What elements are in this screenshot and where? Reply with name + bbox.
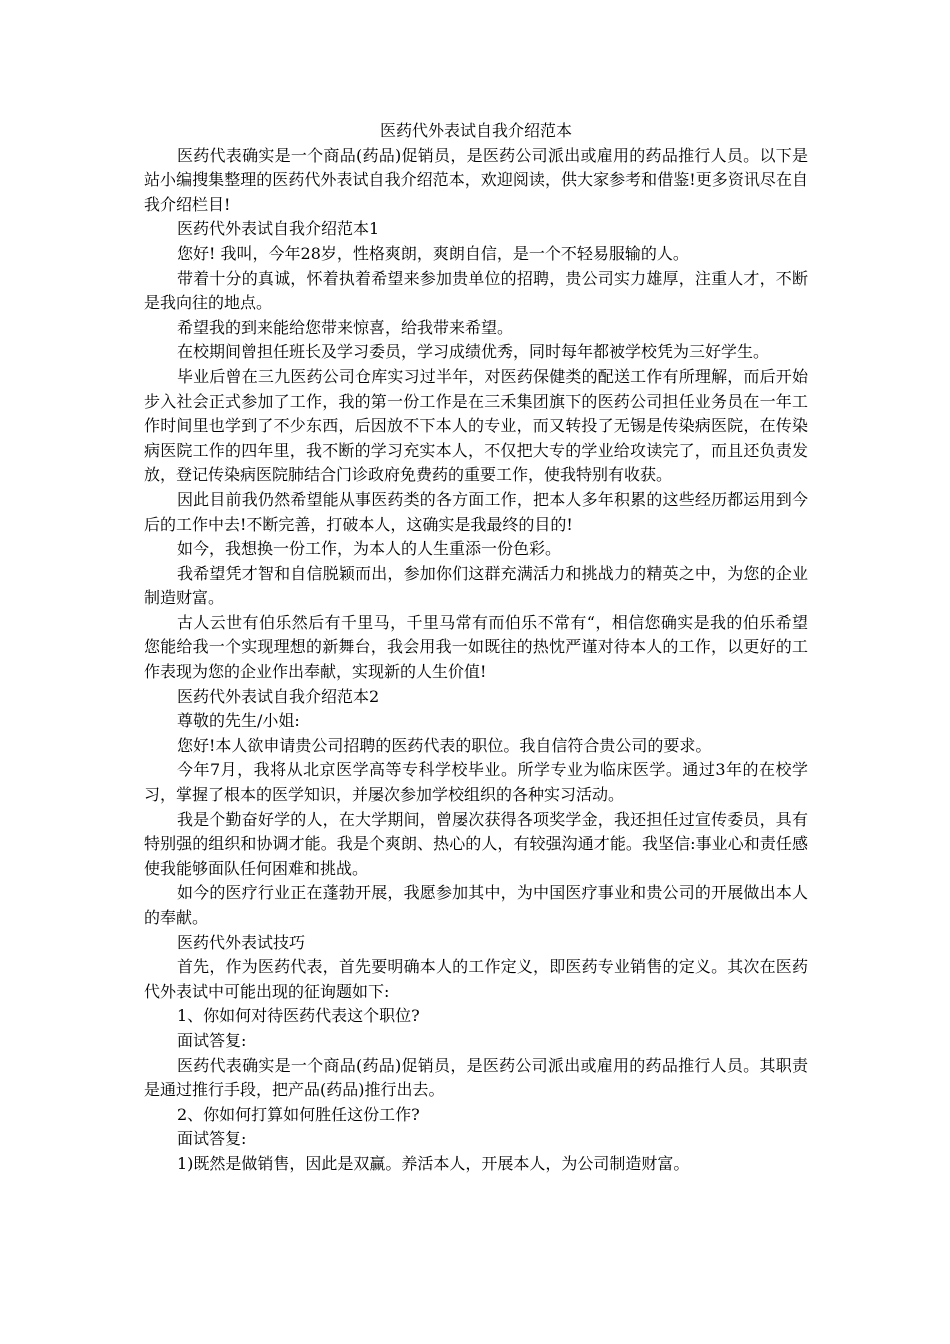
answer-label: 面试答复: (177, 1030, 247, 1050)
paragraph: 在校期间曾担任班长及学习委员，学习成绩优秀，同时每年都被学校凭为三好学生。 (177, 342, 770, 362)
paragraph: 我希望凭才智和自信脱颖而出，参加你们这群充满活力和挑战力的精英之中，为您的企业制造财富。 (144, 563, 808, 608)
salutation: 尊敬的先生/小姐: (177, 711, 300, 731)
document-page (144, 119, 808, 1177)
section-heading-sample-1: 医药代外表试自我介绍范本1 (177, 219, 380, 239)
paragraph: 今年7月，我将从北京医学高等专科学校毕业。所学专业为临床医学。通过3年的在校学习，掌握了根本的医学知识，并屡次参加学校组织的各种实习活动。 (144, 760, 808, 805)
paragraph: 毕业后曾在三九医药公司仓库实习过半年，对医药保健类的配送工作有所理解，而后开始步入社会正式参加了工作，我的第一份工作是在三禾集团旗下的医药公司担任业务员在一年工作时间里也学到了不少东西，后因放不下本人的专业，而又转投了无锡是传染病医院，在传染病医院工作的四年里，我不断的学习充实本人，不仅把大专的学业给攻读完了，而且还负责发放，登记传染病医院肺结合门诊政府免费药的重要工作，使我特别有收获。 (144, 366, 808, 485)
question: 1、你如何对待医药代表这个职位? (177, 1006, 420, 1026)
paragraph: 带着十分的真诚，怀着执着希望来参加贵单位的招聘，贵公司实力雄厚，注重人才，不断是我向往的地点。 (144, 268, 808, 313)
paragraph: 因此目前我仍然希望能从事医药类的各方面工作，把本人多年积累的这些经历都运用到今后的工作中去!不断完善，打破本人，这确实是我最终的目的! (144, 489, 808, 534)
section-heading-tips: 医药代外表试技巧 (177, 932, 306, 952)
paragraph: 首先，作为医药代表，首先要明确本人的工作定义，即医药专业销售的定义。其次在医药代外表试中可能出现的征询题如下: (144, 957, 808, 1001)
paragraph: 如今的医疗行业正在蓬勃开展，我愿参加其中，为中国医疗事业和贵公司的开展做出本人的奉献。 (144, 883, 808, 927)
answer: 医药代表确实是一个商品(药品)促销员，是医药公司派出或雇用的药品推行人员。其职责是通过推行手段，把产品(药品)推行出去。 (144, 1055, 808, 1100)
paragraph: 我是个勤奋好学的人，在大学期间，曾屡次获得各项奖学金，我还担任过宣传委员，具有特别强的组织和协调才能。我是个爽朗、热心的人，有较强沟通才能。我坚信:事业心和责任感使我能够面队任何困难和挑战。 (144, 809, 808, 878)
answer-label: 面试答复: (177, 1129, 247, 1149)
document-title: 医药代外表试自我介绍范本 (379, 121, 572, 140)
intro-paragraph: 医药代表确实是一个商品(药品)促销员，是医药公司派出或雇用的药品推行人员。以下是站小编搜集整理的医药代外表试自我介绍范本，欢迎阅读，供大家参考和借鉴!更多资讯尽在自我介绍栏目! (144, 145, 808, 214)
answer: 1)既然是做销售，因此是双赢。养活本人，开展本人，为公司制造财富。 (177, 1153, 690, 1173)
paragraph: 古人云世有伯乐然后有千里马，千里马常有而伯乐不常有“，相信您确实是我的伯乐希望您能给我一个实现理想的新舞台，我会用我一如既往的热忱严谨对待本人的工作，以更好的工作表现为您的企业作出奉献，实现新的人生价值! (144, 612, 808, 682)
paragraph: 希望我的到来能给您带来惊喜，给我带来希望。 (177, 317, 514, 337)
paragraph: 如今，我想换一份工作，为本人的人生重添一份色彩。 (177, 539, 562, 559)
section-heading-sample-2: 医药代外表试自我介绍范本2 (177, 686, 380, 706)
paragraph: 您好!本人欲申请贵公司招聘的医药代表的职位。我自信符合贵公司的要求。 (177, 735, 712, 755)
question: 2、你如何打算如何胜任这份工作? (177, 1104, 420, 1124)
paragraph: 您好! 我叫，今年28岁，性格爽朗，爽朗自信，是一个不轻易服输的人。 (177, 243, 689, 263)
